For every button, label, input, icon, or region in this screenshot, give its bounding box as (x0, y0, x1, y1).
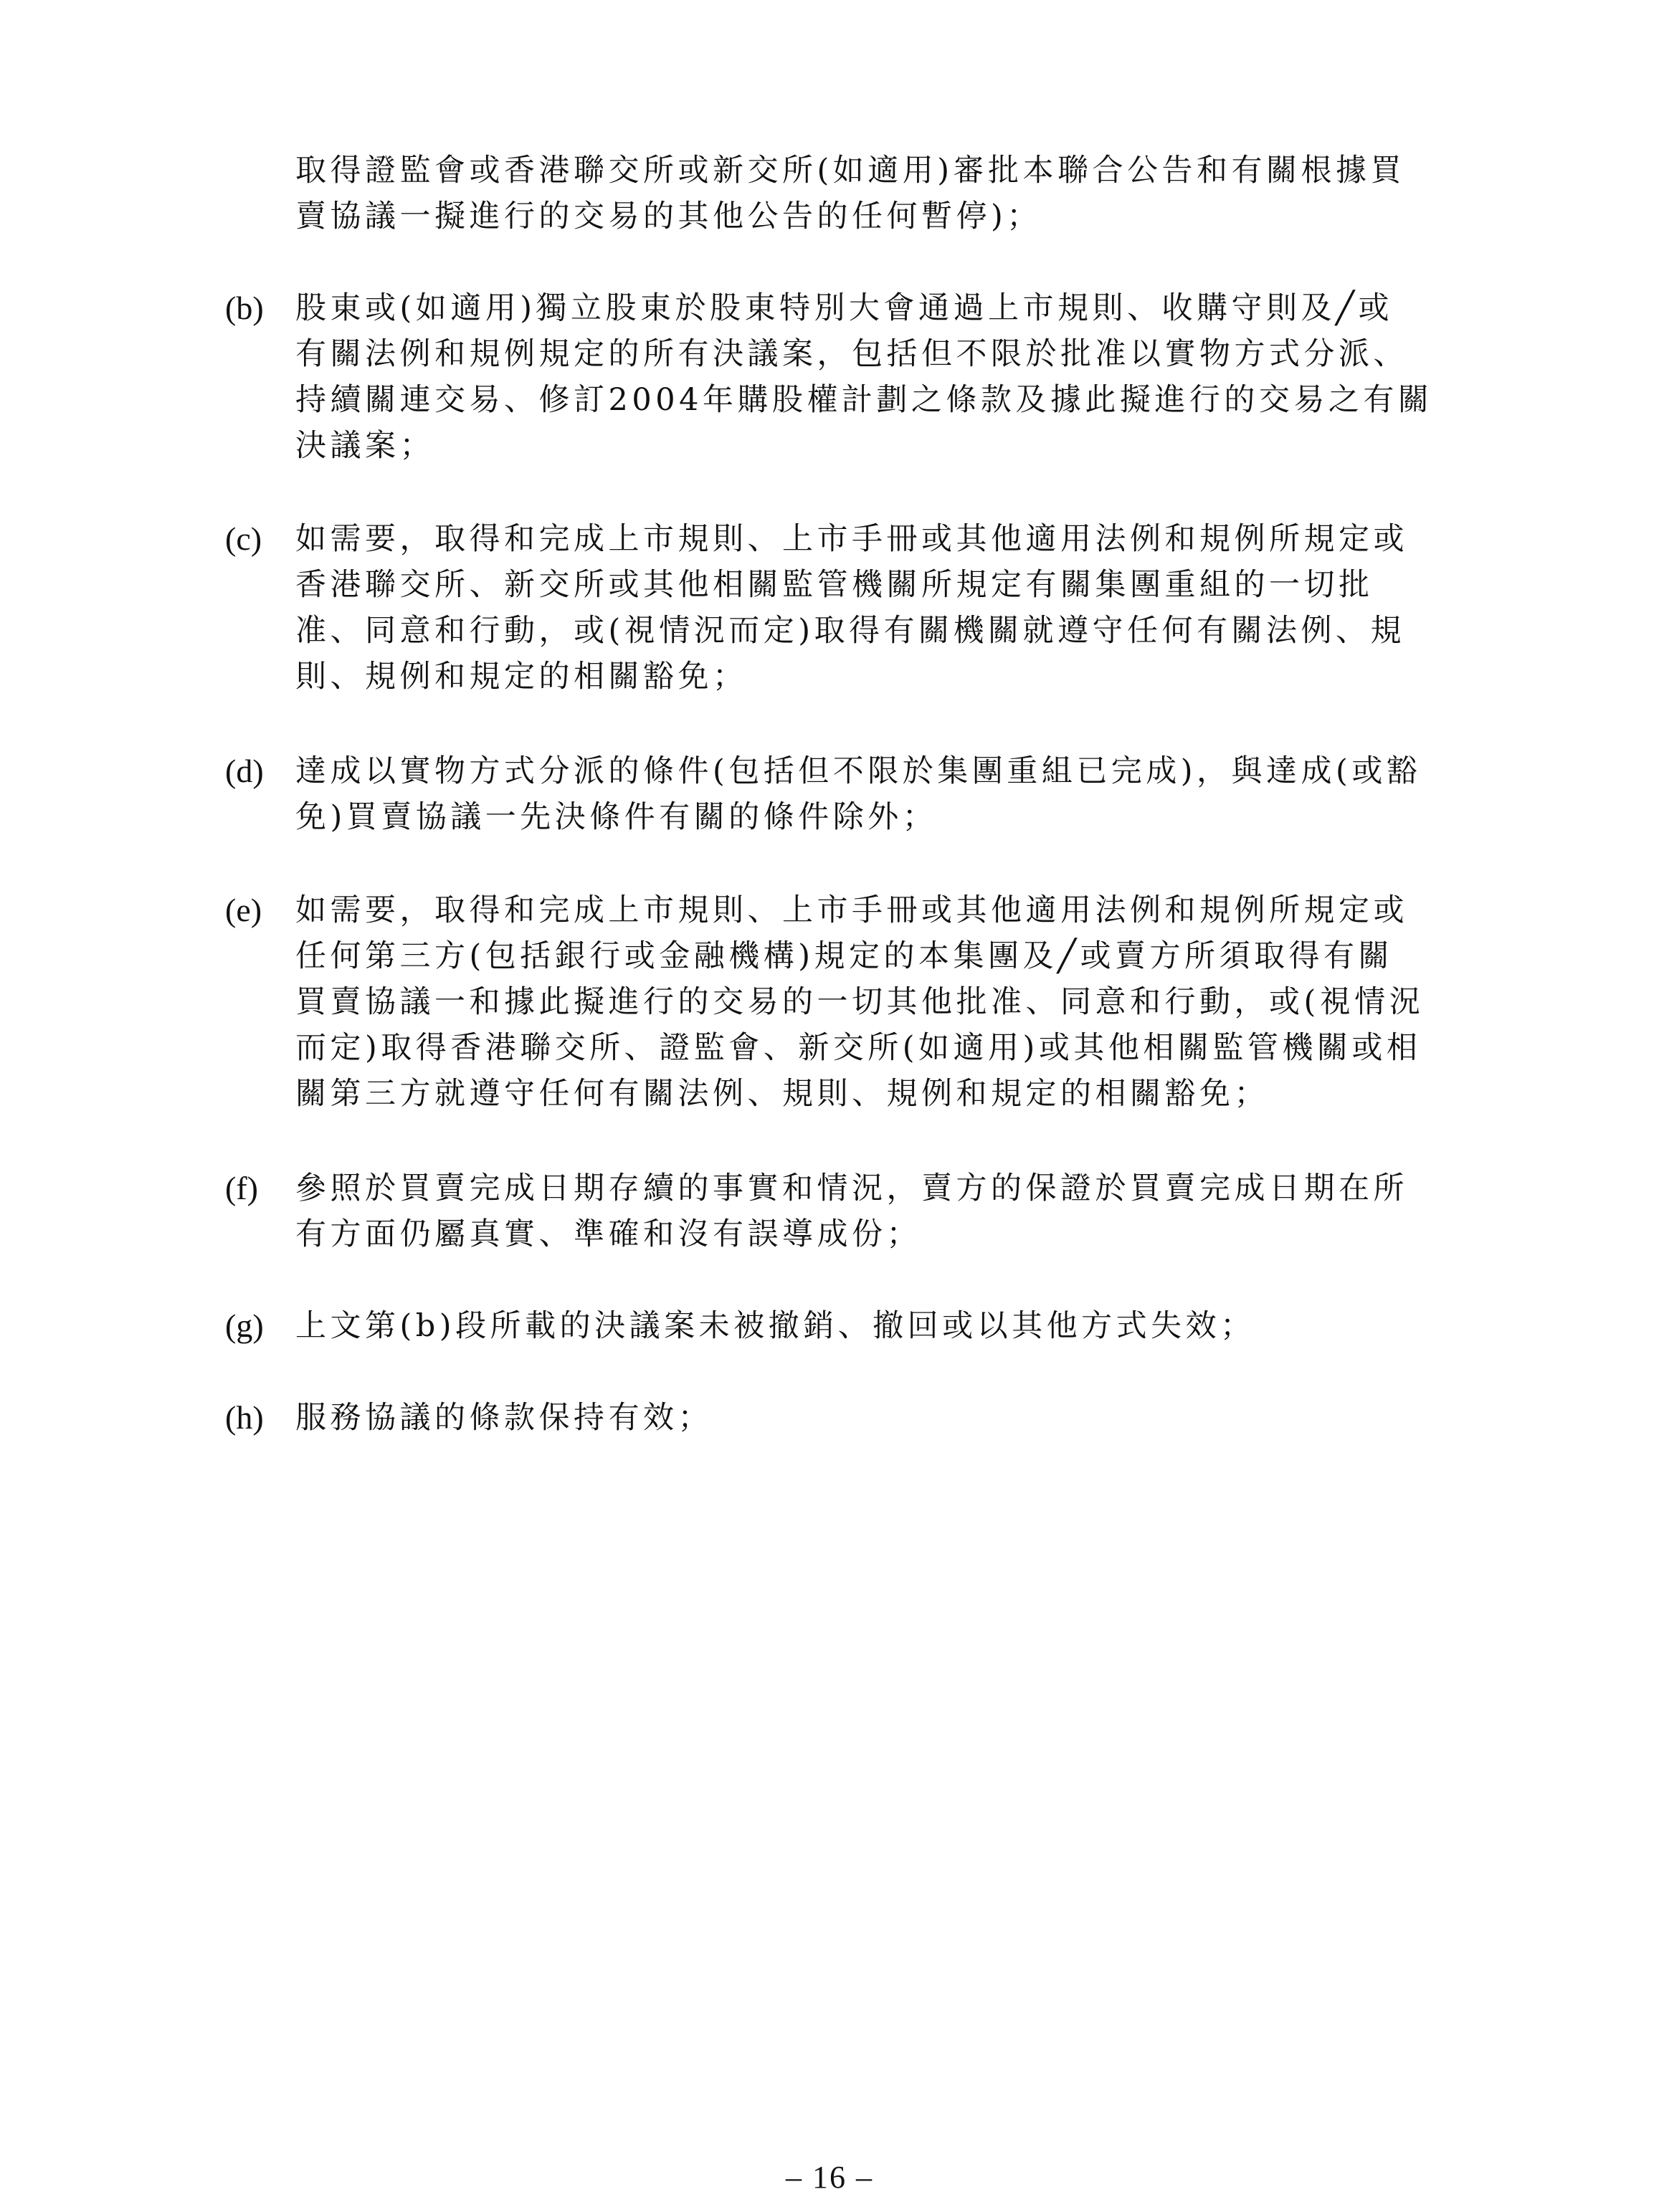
item-e-line-2: 任何第三方(包括銀行或金融機構)規定的本集團及╱或賣方所須取得有關 (295, 938, 1393, 974)
item-f-line-2: 有方面仍屬真實、準確和沒有誤導成份； (295, 1216, 921, 1252)
item-c-label: (c) (225, 520, 262, 557)
item-d-line-2: 免)買賣協議一先決條件有關的條件除外； (295, 799, 938, 835)
page-number: – 16 – (786, 2160, 873, 2195)
item-c-line-3: 准、同意和行動，或(視情況而定)取得有關機關就遵守任何有關法例、規 (295, 613, 1406, 649)
item-f-label: (f) (225, 1170, 258, 1206)
item-d-line-1: 達成以實物方式分派的條件(包括但不限於集團重組已完成)，與達成(或豁 (295, 753, 1422, 789)
item-e-line-4: 而定)取得香港聯交所、證監會、新交所(如適用)或其他相關監管機關或相 (295, 1030, 1422, 1066)
continuation-line-1: 取得證監會或香港聯交所或新交所(如適用)審批本聯合公告和有關根據買 (295, 153, 1406, 189)
item-g-label: (g) (225, 1307, 264, 1344)
item-e-line-3: 買賣協議一和據此擬進行的交易的一切其他批准、同意和行動，或(視情況 (295, 984, 1425, 1020)
item-f-line-1: 參照於買賣完成日期存續的事實和情況，賣方的保證於買賣完成日期在所 (295, 1171, 1408, 1206)
item-h-line-1: 服務協議的條款保持有效； (295, 1400, 713, 1436)
item-c-line-2: 香港聯交所、新交所或其他相關監管機關所規定有關集團重組的一切批 (295, 567, 1374, 603)
item-b-line-2: 有關法例和規例規定的所有決議案，包括但不限於批准以實物方式分派、 (295, 336, 1408, 372)
item-b-line-4: 決議案； (295, 428, 434, 464)
item-b-label: (b) (225, 290, 264, 326)
item-d-label: (d) (225, 753, 264, 789)
item-g-line-1: 上文第(b)段所載的決議案未被撤銷、撤回或以其他方式失效； (295, 1308, 1255, 1344)
item-b-line-1: 股東或(如適用)獨立股東於股東特別大會通過上市規則、收購守則及╱或 (295, 290, 1393, 326)
item-c-line-1: 如需要，取得和完成上市規則、上市手冊或其他適用法例和規例所規定或 (295, 521, 1408, 557)
item-c-line-4: 則、規例和規定的相關豁免； (295, 659, 748, 695)
item-e-label: (e) (225, 892, 262, 928)
continuation-line-2: 賣協議一擬進行的交易的其他公告的任何暫停)； (295, 199, 1042, 234)
item-e-line-5: 關第三方就遵守任何有關法例、規則、規例和規定的相關豁免； (295, 1076, 1269, 1112)
item-e-line-1: 如需要，取得和完成上市規則、上市手冊或其他適用法例和規例所規定或 (295, 892, 1408, 928)
item-h-label: (h) (225, 1399, 264, 1436)
item-b-line-3: 持續關連交易、修訂2004年購股權計劃之條款及據此擬進行的交易之有關 (295, 382, 1433, 418)
